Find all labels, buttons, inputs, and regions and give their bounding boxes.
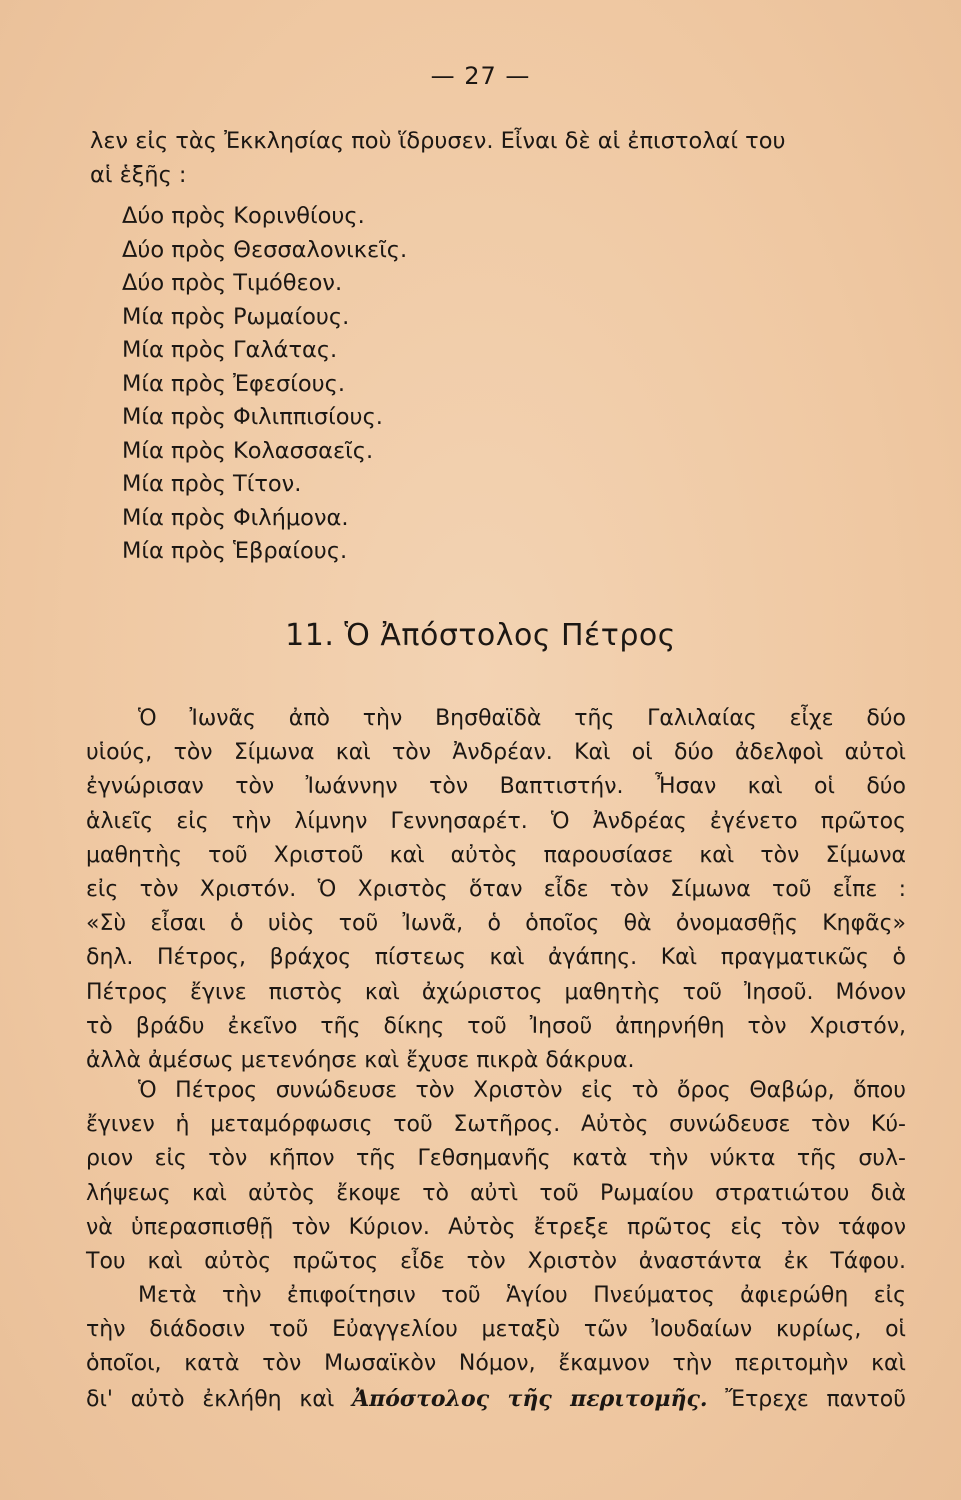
paragraph-line: δηλ. Πέτρος, βράχος πίστεως καὶ ἀγάπης. Καὶ πραγματικῶς ὁ — [86, 945, 906, 971]
paragraph-line: «Σὺ εἶσαι ὁ υἱὸς τοῦ Ἰωνᾶ, ὁ ὁποῖος θὰ ὀνομασθῇς Κηφᾶς» — [86, 911, 906, 937]
paragraph-line: μαθητὴς τοῦ Χριστοῦ καὶ αὐτὸς παρουσίασε καὶ τὸν Σίμωνα — [86, 842, 906, 868]
epistle-item: Μία πρὸς Ρωμαίους. — [122, 303, 350, 330]
epistle-item: Μία πρὸς Φιλιππισίους. — [122, 404, 383, 430]
paragraph-3 — [86, 1279, 906, 1417]
paragraph-line: ἔγινεν ἡ μεταμόρφωσις τοῦ Σωτῆρος. Αὐτὸς συνώδευσε τὸν Κύ- — [86, 1112, 906, 1138]
epistle-item: Μία πρὸς Ἑβραίους. — [122, 538, 348, 564]
paragraph-line: υἱούς, τὸν Σίμωνα καὶ τὸν Ἀνδρέαν. Καὶ οἱ δύο ἀδελφοὶ αὐτοὶ — [86, 740, 906, 766]
paragraph-line: λήψεως καὶ αὐτὸς ἔκοψε τὸ αὐτὶ τοῦ Ρωμαίου στρατιώτου διὰ — [86, 1180, 906, 1206]
epistle-item: Μία πρὸς Κολασσαεῖς. — [122, 437, 374, 464]
epistle-item: Δύο πρὸς Τιμόθεον. — [122, 270, 343, 296]
paragraph-line: ἐγνώρισαν τὸν Ἰωάννην τὸν Βαπτιστήν. Ἦσαν καὶ οἱ δύο — [86, 774, 906, 800]
paragraph-line: νὰ ὑπερασπισθῇ τὸν Κύριον. Αὐτὸς ἔτρεξε πρῶτος εἰς τὸν τάφον — [86, 1214, 906, 1240]
intro-line: αἱ ἑξῆς : — [90, 162, 187, 188]
epistle-item: Μία πρὸς Γαλάτας. — [122, 337, 338, 363]
epistle-item: Μία πρὸς Τίτον. — [122, 471, 302, 497]
line-text: Ἔτρεχε παντοῦ — [725, 1386, 906, 1412]
epistle-item: Δύο πρὸς Κορινθίους. — [122, 203, 365, 229]
paragraph-line: τὸ βράδυ ἐκεῖνο τῆς δίκης τοῦ Ἰησοῦ ἀπηρνήθη τὸν Χριστόν, — [86, 1013, 906, 1039]
paragraph-line: Ὁ Ἰωνᾶς ἀπὸ τὴν Βησθαϊδὰ τῆς Γαλιλαίας εἶχε δύο — [138, 706, 906, 731]
paragraph-1 — [86, 702, 906, 1078]
intro-line: λεν εἰς τὰς Ἐκκλησίας ποὺ ἵδρυσεν. Εἶναι δὲ αἱ ἐπιστολαί του — [90, 128, 786, 154]
epistle-item: Μία πρὸς Φιλήμονα. — [122, 504, 349, 531]
paragraph-line-mixed — [86, 1382, 906, 1417]
epistle-item: Μία πρὸς Ἐφεσίους. — [122, 370, 345, 397]
page-number: — 27 — — [430, 62, 531, 90]
paragraph-line: Πέτρος ἔγινε πιστὸς καὶ ἀχώριστος μαθητὴς τοῦ Ἰησοῦ. Μόνον — [86, 979, 906, 1005]
epistle-item: Δύο πρὸς Θεσσαλονικεῖς. — [122, 236, 408, 263]
emphasis-text: Ἀπόστολος τῆς περιτομῆς. — [352, 1385, 708, 1412]
section-heading: 11. Ὁ Ἀπόστολος Πέτρος — [285, 618, 676, 653]
paragraph-line: ὁποῖοι, κατὰ τὸν Μωσαϊκὸν Νόμον, ἔκαμνον τὴν περιτομὴν καὶ — [86, 1351, 906, 1377]
paragraph-line: ἁλιεῖς εἰς τὴν λίμνην Γεννησαρέτ. Ὁ Ἀνδρέας ἐγένετο πρῶτος — [86, 808, 906, 834]
epistles-list — [122, 200, 622, 569]
line-text: δι' αὐτὸ ἐκλήθη καὶ — [86, 1386, 335, 1412]
paragraph-line: Ὁ Πέτρος συνώδευσε τὸν Χριστὸν εἰς τὸ ὄρος Θαβώρ, ὅπου — [138, 1078, 906, 1103]
intro-text — [90, 124, 900, 192]
paragraph-line: ριον εἰς τὸν κῆπον τῆς Γεθσημανῆς κατὰ τὴν νύκτα τῆς συλ- — [86, 1146, 906, 1172]
paragraph-line: ἀλλὰ ἀμέσως μετενόησε καὶ ἔχυσε πικρὰ δάκρυα. — [86, 1048, 635, 1074]
paragraph-2 — [86, 1074, 906, 1279]
paragraph-line: εἰς τὸν Χριστόν. Ὁ Χριστὸς ὅταν εἶδε τὸν Σίμωνα τοῦ εἶπε : — [86, 877, 906, 903]
paragraph-line: Μετὰ τὴν ἐπιφοίτησιν τοῦ Ἁγίου Πνεύματος ἀφιερώθη εἰς — [138, 1283, 906, 1308]
paragraph-line: τὴν διάδοσιν τοῦ Εὐαγγελίου μεταξὺ τῶν Ἰουδαίων κυρίως, οἱ — [86, 1317, 906, 1343]
paragraph-line: Του καὶ αὐτὸς πρῶτος εἶδε τὸν Χριστὸν ἀναστάντα ἐκ Τάφου. — [86, 1249, 906, 1275]
